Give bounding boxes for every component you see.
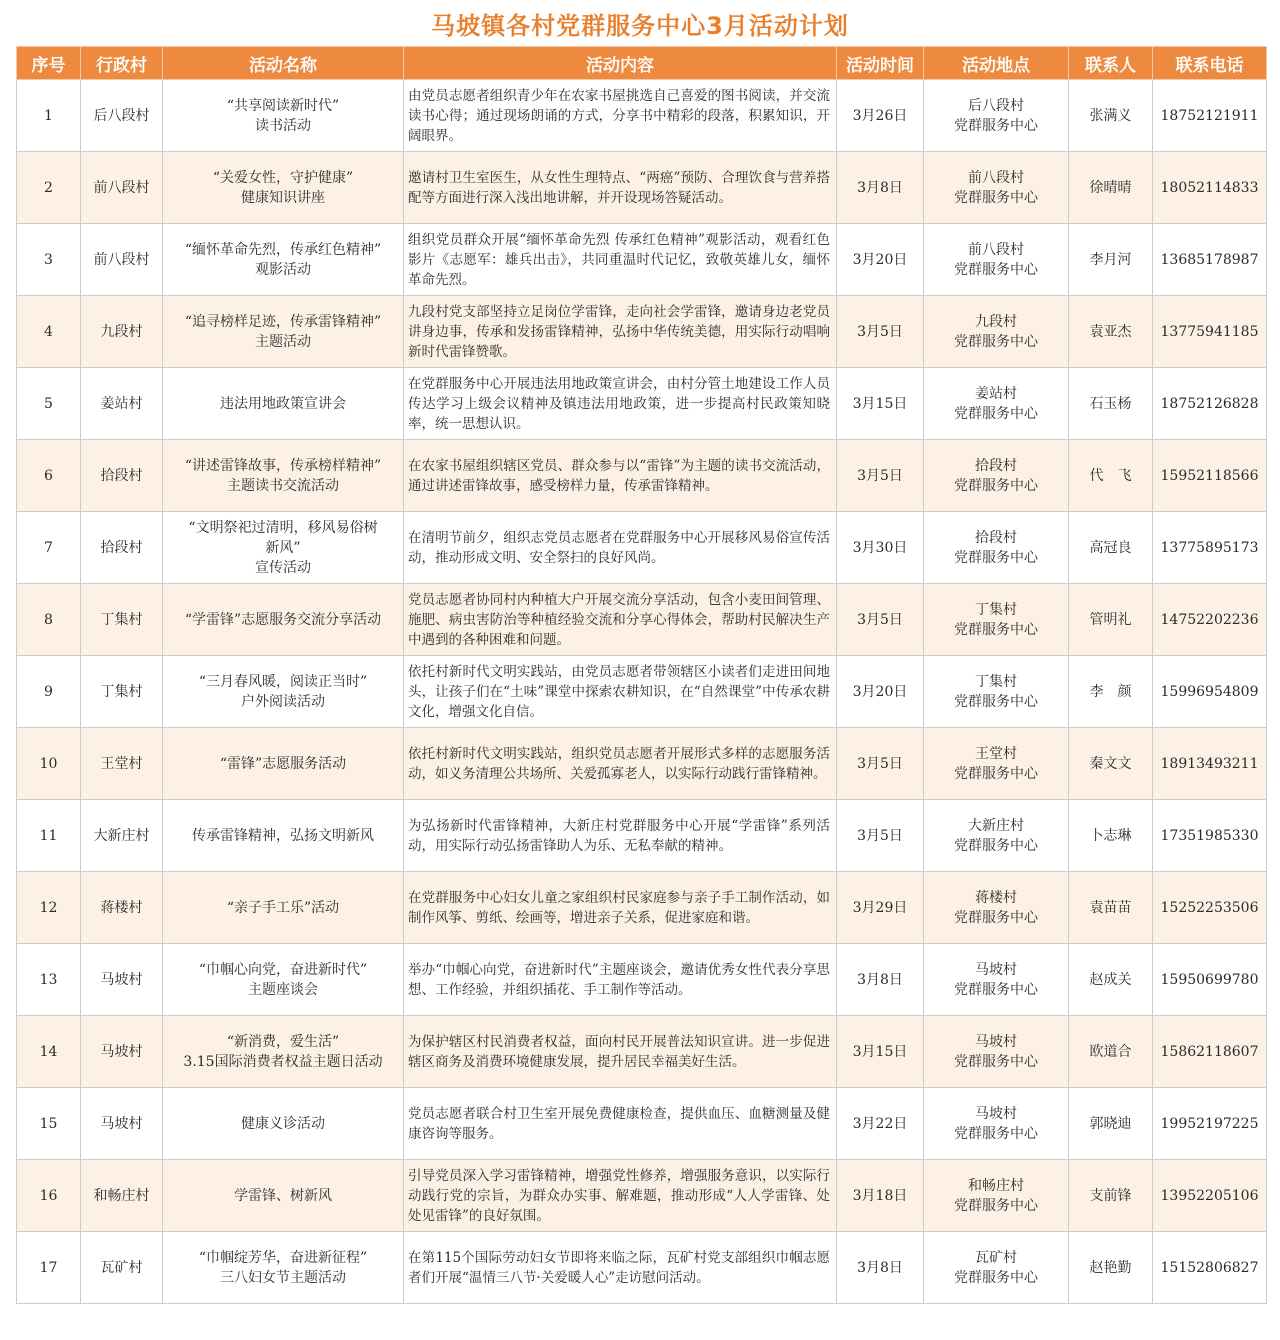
village-cell: 瓦矿村 xyxy=(81,1232,163,1304)
row-number-cell: 11 xyxy=(17,800,81,872)
table-row xyxy=(17,80,1267,152)
header-cell: 活动名称 xyxy=(163,47,404,80)
activity-name-cell-line: 违法用地政策宣讲会 xyxy=(220,395,346,412)
contact-cell: 石玉杨 xyxy=(1069,368,1153,440)
activity-name-cell-line: “文明祭祀过清明，移风易俗树 xyxy=(188,519,378,536)
activity-time-cell: 3月8日 xyxy=(837,152,924,224)
activity-place-cell-line: 前八段村 xyxy=(968,169,1024,186)
activity-time-cell: 3月15日 xyxy=(837,368,924,440)
activity-place-cell-line: 姜站村 xyxy=(975,385,1017,402)
activity-place-cell-line: 党群服务中心 xyxy=(954,1269,1038,1286)
village-cell: 前八段村 xyxy=(81,224,163,296)
activity-name-cell-line: “共享阅读新时代” xyxy=(226,97,340,114)
activity-place-cell-line: 党群服务中心 xyxy=(954,405,1038,422)
activity-place-cell-line: 党群服务中心 xyxy=(954,549,1038,566)
activity-place-cell-line: 前八段村 xyxy=(968,241,1024,258)
activity-place-cell-line: 王堂村 xyxy=(975,745,1017,762)
activity-name-cell-line: 3.15国际消费者权益主题日活动 xyxy=(183,1053,383,1070)
activity-place-cell xyxy=(924,584,1069,656)
phone-cell: 15950699780 xyxy=(1153,944,1267,1016)
activity-content-cell: 在第115个国际劳动妇女节即将来临之际，瓦矿村党支部组织巾帼志愿者们开展“温情三八节·关爱暖人心”走访慰问活动。 xyxy=(404,1232,837,1304)
header-cell: 联系电话 xyxy=(1153,47,1267,80)
village-cell: 马坡村 xyxy=(81,944,163,1016)
phone-cell: 15152806827 xyxy=(1153,1232,1267,1304)
row-number-cell: 12 xyxy=(17,872,81,944)
phone-cell: 13775941185 xyxy=(1153,296,1267,368)
activity-name-cell-line: “缅怀革命先烈，传承红色精神” xyxy=(184,241,382,258)
activity-content-cell: 为保护辖区村民消费者权益，面向村民开展普法知识宣讲。进一步促进辖区商务及消费环境健康发展，提升居民幸福美好生活。 xyxy=(404,1016,837,1088)
activity-time-cell: 3月20日 xyxy=(837,656,924,728)
activity-time-cell: 3月5日 xyxy=(837,296,924,368)
activity-place-cell xyxy=(924,728,1069,800)
activity-place-cell-line: 丁集村 xyxy=(975,601,1017,618)
activity-content-cell: 在农家书屋组织辖区党员、群众参与以“雷锋”为主题的读书交流活动，通过讲述雷锋故事，感受榜样力量，传承雷锋精神。 xyxy=(404,440,837,512)
row-number-cell: 13 xyxy=(17,944,81,1016)
activity-name-cell xyxy=(163,296,404,368)
activity-place-cell-line: 大新庄村 xyxy=(968,817,1024,834)
table-row xyxy=(17,1016,1267,1088)
table-row xyxy=(17,152,1267,224)
activity-content-cell: 为弘扬新时代雷锋精神，大新庄村党群服务中心开展“学雷锋”系列活动，用实际行动弘扬雷锋助人为乐、无私奉献的精神。 xyxy=(404,800,837,872)
activity-time-cell: 3月26日 xyxy=(837,80,924,152)
activity-place-cell xyxy=(924,80,1069,152)
activity-place-cell-line: 党群服务中心 xyxy=(954,333,1038,350)
contact-cell: 徐晴晴 xyxy=(1069,152,1153,224)
activity-name-cell-line: “关爱女性，守护健康” xyxy=(212,169,354,186)
phone-cell: 18052114833 xyxy=(1153,152,1267,224)
village-cell: 丁集村 xyxy=(81,584,163,656)
activity-time-cell: 3月15日 xyxy=(837,1016,924,1088)
phone-cell: 18752126828 xyxy=(1153,368,1267,440)
contact-cell: 代 飞 xyxy=(1069,440,1153,512)
activity-name-cell-line: 三八妇女节主题活动 xyxy=(220,1269,346,1286)
activity-name-cell-line: 新风” xyxy=(265,539,301,556)
activity-place-cell xyxy=(924,1160,1069,1232)
activity-place-cell-line: 党群服务中心 xyxy=(954,1053,1038,1070)
activity-place-cell-line: 党群服务中心 xyxy=(954,189,1038,206)
activity-place-cell-line: 马坡村 xyxy=(975,1033,1017,1050)
header-cell: 行政村 xyxy=(81,47,163,80)
header-cell: 活动地点 xyxy=(924,47,1069,80)
contact-cell: 李月河 xyxy=(1069,224,1153,296)
activity-time-cell: 3月5日 xyxy=(837,728,924,800)
contact-cell: 张满义 xyxy=(1069,80,1153,152)
village-cell: 前八段村 xyxy=(81,152,163,224)
activity-name-cell-line: 健康义诊活动 xyxy=(241,1115,325,1132)
activity-name-cell-line: “学雷锋”志愿服务交流分享活动 xyxy=(184,611,382,628)
village-cell: 马坡村 xyxy=(81,1016,163,1088)
activity-place-cell-line: 九段村 xyxy=(975,313,1017,330)
activity-place-cell-line: 马坡村 xyxy=(975,1105,1017,1122)
row-number-cell: 5 xyxy=(17,368,81,440)
village-cell: 丁集村 xyxy=(81,656,163,728)
activity-content-cell: 在党群服务中心妇女儿童之家组织村民家庭参与亲子手工制作活动，如制作风筝、剪纸、绘画等，增进亲子关系，促进家庭和谐。 xyxy=(404,872,837,944)
contact-cell: 李 颜 xyxy=(1069,656,1153,728)
row-number-cell: 7 xyxy=(17,512,81,584)
phone-cell: 15862118607 xyxy=(1153,1016,1267,1088)
header-cell: 活动内容 xyxy=(404,47,837,80)
table-row xyxy=(17,800,1267,872)
activity-place-cell-line: 党群服务中心 xyxy=(954,1197,1038,1214)
row-number-cell: 15 xyxy=(17,1088,81,1160)
activity-time-cell: 3月30日 xyxy=(837,512,924,584)
contact-cell: 赵艳勤 xyxy=(1069,1232,1153,1304)
page-title: 马坡镇各村党群服务中心3月活动计划 xyxy=(431,12,849,40)
village-cell: 姜站村 xyxy=(81,368,163,440)
phone-cell: 14752202236 xyxy=(1153,584,1267,656)
activity-place-cell xyxy=(924,800,1069,872)
activity-name-cell xyxy=(163,440,404,512)
activity-time-cell: 3月29日 xyxy=(837,872,924,944)
activity-name-cell xyxy=(163,944,404,1016)
activity-name-cell-line: 宣传活动 xyxy=(255,559,311,576)
header-cell: 序号 xyxy=(17,47,81,80)
activity-name-cell-line: “巾帼心向党，奋进新时代” xyxy=(198,961,368,978)
activity-content-cell: 党员志愿者联合村卫生室开展免费健康检查，提供血压、血糖测量及健康咨询等服务。 xyxy=(404,1088,837,1160)
row-number-cell: 3 xyxy=(17,224,81,296)
activity-name-cell-line: “巾帼绽芳华，奋进新征程” xyxy=(198,1249,368,1266)
row-number-cell: 9 xyxy=(17,656,81,728)
activity-place-cell xyxy=(924,368,1069,440)
activity-name-cell-line: “亲子手工乐”活动 xyxy=(226,899,340,916)
village-cell: 蒋楼村 xyxy=(81,872,163,944)
table-row xyxy=(17,656,1267,728)
activity-time-cell: 3月22日 xyxy=(837,1088,924,1160)
activity-name-cell xyxy=(163,224,404,296)
activity-time-cell: 3月8日 xyxy=(837,944,924,1016)
contact-cell: 袁亚杰 xyxy=(1069,296,1153,368)
activity-name-cell-line: 主题读书交流活动 xyxy=(227,477,339,494)
table-row xyxy=(17,512,1267,584)
activity-content-cell: 在清明节前夕，组织志党员志愿者在党群服务中心开展移风易俗宣传活动，推动形成文明、安全祭扫的良好风尚。 xyxy=(404,512,837,584)
activity-place-cell-line: 丁集村 xyxy=(975,673,1017,690)
activity-name-cell-line: 读书活动 xyxy=(255,117,311,134)
contact-cell: 郭晓迪 xyxy=(1069,1088,1153,1160)
table-row xyxy=(17,1088,1267,1160)
activity-place-cell-line: 马坡村 xyxy=(975,961,1017,978)
contact-cell: 支前锋 xyxy=(1069,1160,1153,1232)
phone-cell: 13952205106 xyxy=(1153,1160,1267,1232)
activity-name-cell xyxy=(163,800,404,872)
activity-place-cell-line: 和畅庄村 xyxy=(968,1177,1024,1194)
table-row xyxy=(17,368,1267,440)
activity-place-cell-line: 蒋楼村 xyxy=(975,889,1017,906)
activity-name-cell-line: “三月春风暖，阅读正当时” xyxy=(198,673,368,690)
activity-place-cell-line: 党群服务中心 xyxy=(954,981,1038,998)
contact-cell: 袁苗苗 xyxy=(1069,872,1153,944)
activity-name-cell xyxy=(163,1016,404,1088)
table-body xyxy=(17,80,1267,1304)
activity-name-cell xyxy=(163,1232,404,1304)
row-number-cell: 10 xyxy=(17,728,81,800)
activity-place-cell-line: 党群服务中心 xyxy=(954,837,1038,854)
activity-place-cell-line: 党群服务中心 xyxy=(954,117,1038,134)
village-cell: 后八段村 xyxy=(81,80,163,152)
contact-cell: 高冠良 xyxy=(1069,512,1153,584)
contact-cell: 管明礼 xyxy=(1069,584,1153,656)
row-number-cell: 1 xyxy=(17,80,81,152)
table-row xyxy=(17,872,1267,944)
phone-cell: 13685178987 xyxy=(1153,224,1267,296)
activity-content-cell: 党员志愿者协同村内种植大户开展交流分享活动，包含小麦田间管理、施肥、病虫害防治等种植经验交流和分享心得体会，帮助村民解决生产中遇到的各种困难和问题。 xyxy=(404,584,837,656)
activity-place-cell xyxy=(924,1232,1069,1304)
table-row xyxy=(17,944,1267,1016)
activity-place-cell-line: 党群服务中心 xyxy=(954,621,1038,638)
table-row xyxy=(17,584,1267,656)
activity-name-cell xyxy=(163,152,404,224)
activity-time-cell: 3月5日 xyxy=(837,440,924,512)
activity-place-cell-line: 党群服务中心 xyxy=(954,765,1038,782)
phone-cell: 19952197225 xyxy=(1153,1088,1267,1160)
village-cell: 拾段村 xyxy=(81,512,163,584)
village-cell: 九段村 xyxy=(81,296,163,368)
activity-content-cell: 由党员志愿者组织青少年在农家书屋挑选自己喜爱的图书阅读，并交流读书心得；通过现场朗诵的方式，分享书中精彩的段落，积累知识，开阔眼界。 xyxy=(404,80,837,152)
table-row xyxy=(17,440,1267,512)
activity-place-cell xyxy=(924,440,1069,512)
activity-place-cell xyxy=(924,944,1069,1016)
header-cell: 活动时间 xyxy=(837,47,924,80)
activity-name-cell-line: 观影活动 xyxy=(255,261,311,278)
contact-cell: 秦文文 xyxy=(1069,728,1153,800)
activity-place-cell xyxy=(924,152,1069,224)
activity-name-cell-line: “讲述雷锋故事，传承榜样精神” xyxy=(184,457,382,474)
activity-name-cell-line: “雷锋”志愿服务活动 xyxy=(219,755,347,772)
activity-content-cell: 组织党员群众开展“缅怀革命先烈 传承红色精神”观影活动，观看红色影片《志愿军：雄兵出击》，共同重温时代记忆，致敬英雄儿女，缅怀革命先烈。 xyxy=(404,224,837,296)
activity-content-cell: 九段村党支部坚持立足岗位学雷锋，走向社会学雷锋，邀请身边老党员讲身边事，传承和发扬雷锋精神，弘扬中华传统美德，用实际行动唱响新时代雷锋赞歌。 xyxy=(404,296,837,368)
activity-time-cell: 3月8日 xyxy=(837,1232,924,1304)
activity-content-cell: 依托村新时代文明实践站，由党员志愿者带领辖区小读者们走进田间地头，让孩子们在“土味”课堂中探索农耕知识，在“自然课堂”中传承农耕文化，增强文化自信。 xyxy=(404,656,837,728)
phone-cell: 15252253506 xyxy=(1153,872,1267,944)
phone-cell: 17351985330 xyxy=(1153,800,1267,872)
activity-content-cell: 举办“巾帼心向党，奋进新时代”主题座谈会，邀请优秀女性代表分享思想、工作经验，并组织插花、手工制作等活动。 xyxy=(404,944,837,1016)
activity-table xyxy=(16,46,1267,1304)
activity-place-cell-line: 拾段村 xyxy=(975,529,1017,546)
activity-place-cell xyxy=(924,512,1069,584)
activity-place-cell-line: 党群服务中心 xyxy=(954,261,1038,278)
row-number-cell: 17 xyxy=(17,1232,81,1304)
activity-place-cell xyxy=(924,872,1069,944)
activity-name-cell xyxy=(163,512,404,584)
table-row xyxy=(17,1232,1267,1304)
activity-name-cell-line: 主题座谈会 xyxy=(248,981,318,998)
activity-place-cell-line: 党群服务中心 xyxy=(954,477,1038,494)
row-number-cell: 16 xyxy=(17,1160,81,1232)
row-number-cell: 2 xyxy=(17,152,81,224)
activity-content-cell: 依托村新时代文明实践站，组织党员志愿者开展形式多样的志愿服务活动，如义务清理公共场所、关爱孤寡老人，以实际行动践行雷锋精神。 xyxy=(404,728,837,800)
phone-cell: 15996954809 xyxy=(1153,656,1267,728)
activity-name-cell xyxy=(163,872,404,944)
activity-content-cell: 邀请村卫生室医生，从女性生理特点、“两癌”预防、合理饮食与营养搭配等方面进行深入浅出地讲解，并开设现场答疑活动。 xyxy=(404,152,837,224)
activity-place-cell xyxy=(924,296,1069,368)
activity-name-cell-line: “新消费，爱生活” xyxy=(226,1033,340,1050)
activity-content-cell: 在党群服务中心开展违法用地政策宣讲会，由村分管土地建设工作人员传达学习上级会议精神及镇违法用地政策，进一步提高村民政策知晓率，统一思想认识。 xyxy=(404,368,837,440)
phone-cell: 18913493211 xyxy=(1153,728,1267,800)
activity-name-cell-line: 健康知识讲座 xyxy=(241,189,325,206)
phone-cell: 13775895173 xyxy=(1153,512,1267,584)
activity-time-cell: 3月5日 xyxy=(837,800,924,872)
activity-place-cell-line: 党群服务中心 xyxy=(954,693,1038,710)
activity-name-cell-line: 户外阅读活动 xyxy=(241,693,325,710)
activity-time-cell: 3月20日 xyxy=(837,224,924,296)
village-cell: 马坡村 xyxy=(81,1088,163,1160)
activity-name-cell xyxy=(163,584,404,656)
activity-name-cell xyxy=(163,728,404,800)
activity-place-cell-line: 拾段村 xyxy=(975,457,1017,474)
activity-name-cell-line: 学雷锋、树新风 xyxy=(234,1187,332,1204)
village-cell: 大新庄村 xyxy=(81,800,163,872)
activity-name-cell xyxy=(163,1088,404,1160)
activity-place-cell xyxy=(924,656,1069,728)
activity-name-cell xyxy=(163,368,404,440)
contact-cell: 卜志琳 xyxy=(1069,800,1153,872)
table-header-row xyxy=(17,47,1267,80)
activity-place-cell-line: 党群服务中心 xyxy=(954,1125,1038,1142)
table-row xyxy=(17,728,1267,800)
village-cell: 拾段村 xyxy=(81,440,163,512)
activity-name-cell xyxy=(163,80,404,152)
table-row xyxy=(17,296,1267,368)
activity-content-cell: 引导党员深入学习雷锋精神，增强党性修养，增强服务意识，以实际行动践行党的宗旨，为群众办实事、解难题，推动形成“人人学雷锋、处处见雷锋”的良好氛围。 xyxy=(404,1160,837,1232)
header-cell: 联系人 xyxy=(1069,47,1153,80)
activity-place-cell xyxy=(924,1088,1069,1160)
activity-place-cell xyxy=(924,1016,1069,1088)
contact-cell: 欧道合 xyxy=(1069,1016,1153,1088)
activity-time-cell: 3月18日 xyxy=(837,1160,924,1232)
activity-time-cell: 3月5日 xyxy=(837,584,924,656)
row-number-cell: 8 xyxy=(17,584,81,656)
table-row xyxy=(17,1160,1267,1232)
phone-cell: 18752121911 xyxy=(1153,80,1267,152)
activity-place-cell xyxy=(924,224,1069,296)
row-number-cell: 4 xyxy=(17,296,81,368)
activity-name-cell-line: 传承雷锋精神，弘扬文明新风 xyxy=(192,827,374,844)
activity-place-cell-line: 后八段村 xyxy=(968,97,1024,114)
village-cell: 和畅庄村 xyxy=(81,1160,163,1232)
row-number-cell: 14 xyxy=(17,1016,81,1088)
table-row xyxy=(17,224,1267,296)
phone-cell: 15952118566 xyxy=(1153,440,1267,512)
row-number-cell: 6 xyxy=(17,440,81,512)
activity-name-cell-line: “追寻榜样足迹，传承雷锋精神” xyxy=(184,313,382,330)
activity-name-cell xyxy=(163,656,404,728)
activity-name-cell xyxy=(163,1160,404,1232)
activity-place-cell-line: 瓦矿村 xyxy=(975,1249,1017,1266)
contact-cell: 赵成关 xyxy=(1069,944,1153,1016)
activity-name-cell-line: 主题活动 xyxy=(255,333,311,350)
activity-place-cell-line: 党群服务中心 xyxy=(954,909,1038,926)
village-cell: 王堂村 xyxy=(81,728,163,800)
